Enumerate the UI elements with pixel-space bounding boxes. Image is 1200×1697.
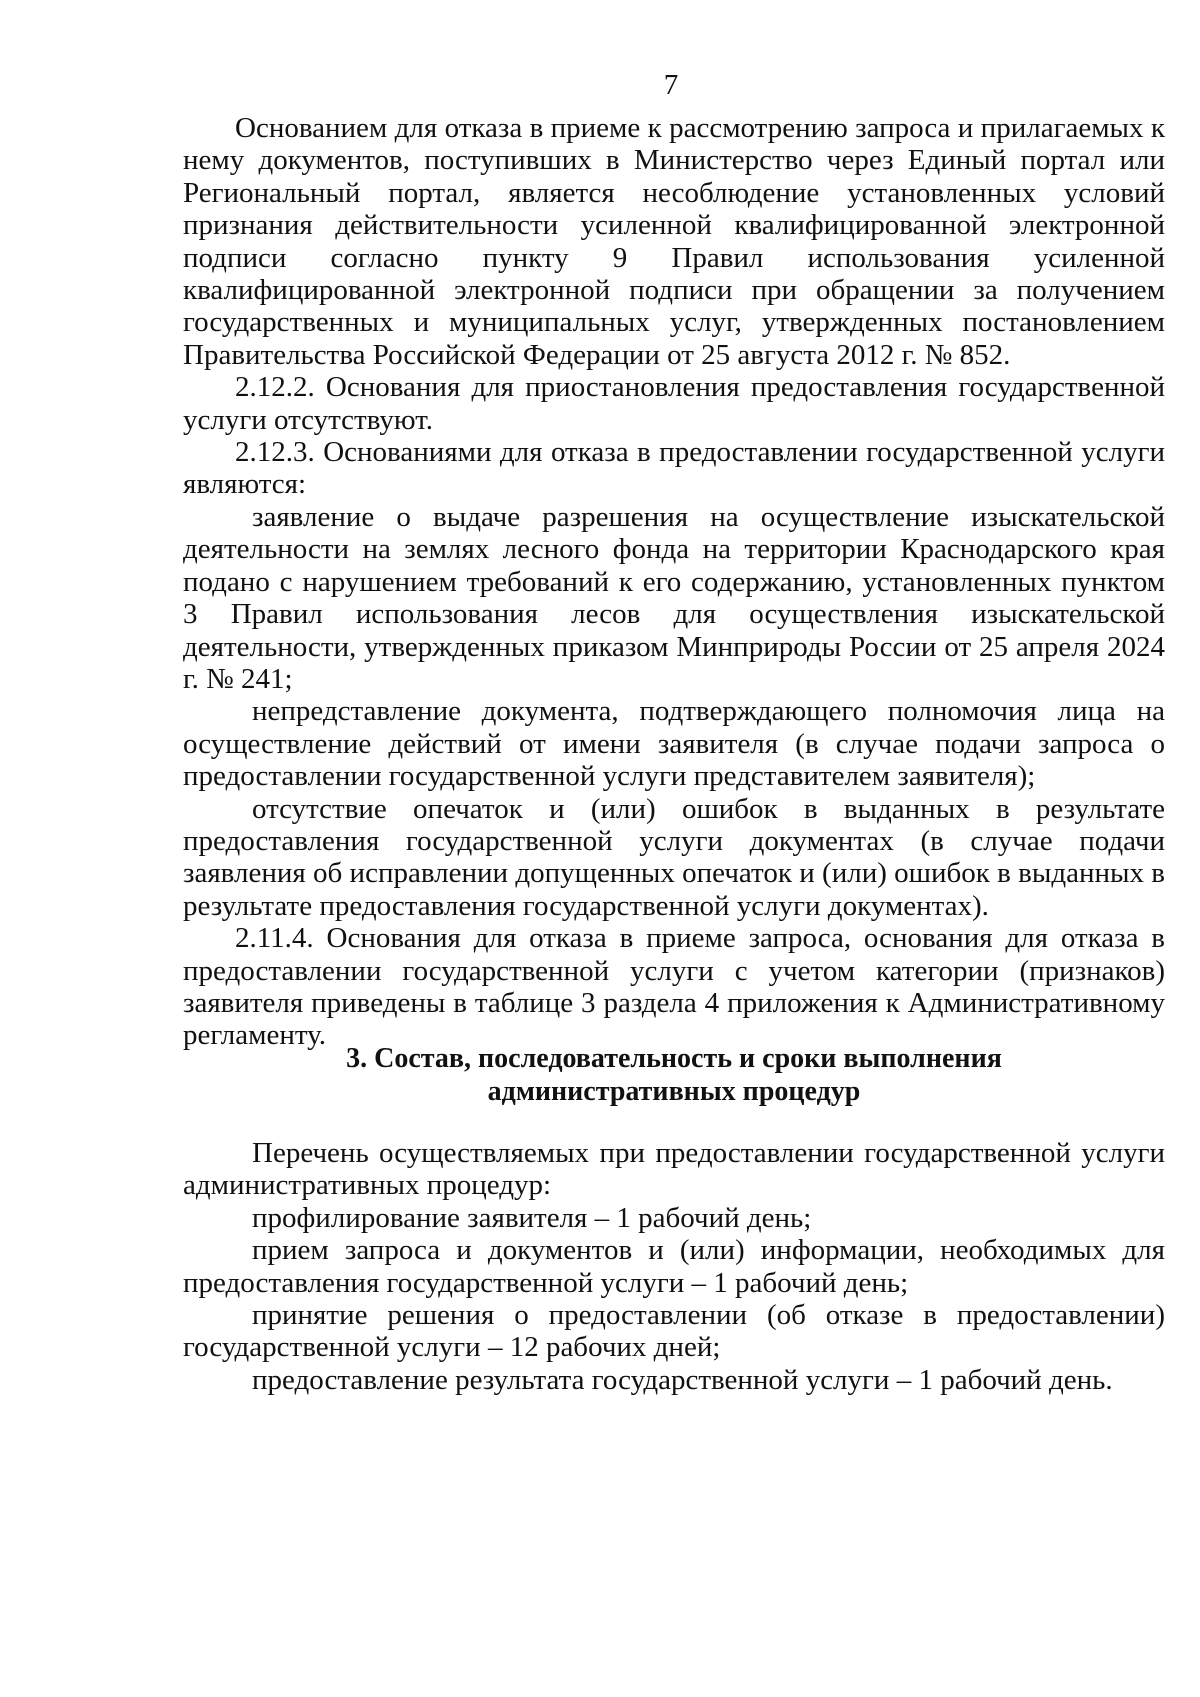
- procedure-item: профилирование заявителя – 1 рабочий день;: [252, 1201, 812, 1234]
- procedure-item: прием запроса и документов и (или) информации, необходимых для предоставления государственной услуги – 1 рабочий день;: [183, 1234, 1165, 1299]
- paragraph-refusal-ground-authority: непредставление документа, подтверждающего полномочия лица на осуществление действий от имени заявителя (в случае подачи запроса о предоставлении государственной услуги представителем заявителя);: [183, 695, 1165, 793]
- section-heading-line1: 3. Состав, последовательность и сроки выполнения: [346, 1043, 1002, 1074]
- paragraph-refusal-ground-typos: отсутствие опечаток и (или) ошибок в выданных в результате предоставления государственной услуги документах (в случае подачи заявления об исправлении допущенных опечаток и (или) ошибок в выданных в результате предоставления государственной услуги документах).: [183, 792, 1165, 922]
- procedures-list: [183, 1137, 1165, 1396]
- procedures-intro: Перечень осуществляемых при предоставлении государственной услуги административных процедур:: [183, 1137, 1165, 1202]
- body-text: [183, 112, 1165, 1052]
- paragraph-signature-refusal: Основанием для отказа в приеме к рассмотрению запроса и прилагаемых к нему документов, поступивших в Министерство через Единый портал или Региональный портал, является несоблюдение установленных условий признания действительности усиленной квалифицированной электронной подписи согласно пункту 9 Правил использования усиленной квалифицированной электронной подписи при обращении за получением государственных и муниципальных услуг, утвержденных постановлением Правительства Российской Федерации от 25 августа 2012 г. № 852.: [183, 112, 1165, 371]
- section-heading-line2: административных процедур: [487, 1075, 861, 1107]
- section-heading: [183, 1043, 1165, 1108]
- paragraph-2-12-2: 2.12.2. Основания для приостановления предоставления государственной услуги отсутствуют.: [183, 371, 1165, 436]
- procedure-item: принятие решения о предоставлении (об отказе в предоставлении) государственной услуги – 12 рабочих дней;: [183, 1299, 1165, 1364]
- page-number: 7: [663, 69, 679, 101]
- paragraph-refusal-ground-application: заявление о выдаче разрешения на осуществление изыскательской деятельности на землях лесного фонда на территории Краснодарского края подано с нарушением требований к его содержанию, установленных пунктом 3 Правил использования лесов для осуществления изыскательской деятельности, утвержденных приказом Минприроды России от 25 апреля 2024 г. № 241;: [183, 500, 1165, 695]
- procedure-item: предоставление результата государственной услуги – 1 рабочий день.: [252, 1363, 1113, 1396]
- paragraph-2-11-4: 2.11.4. Основания для отказа в приеме запроса, основания для отказа в предоставлении государственной услуги с учетом категории (признаков) заявителя приведены в таблице 3 раздела 4 приложения к Административному регламенту.: [183, 922, 1165, 1052]
- paragraph-2-12-3: 2.12.3. Основаниями для отказа в предоставлении государственной услуги являются:: [183, 436, 1165, 501]
